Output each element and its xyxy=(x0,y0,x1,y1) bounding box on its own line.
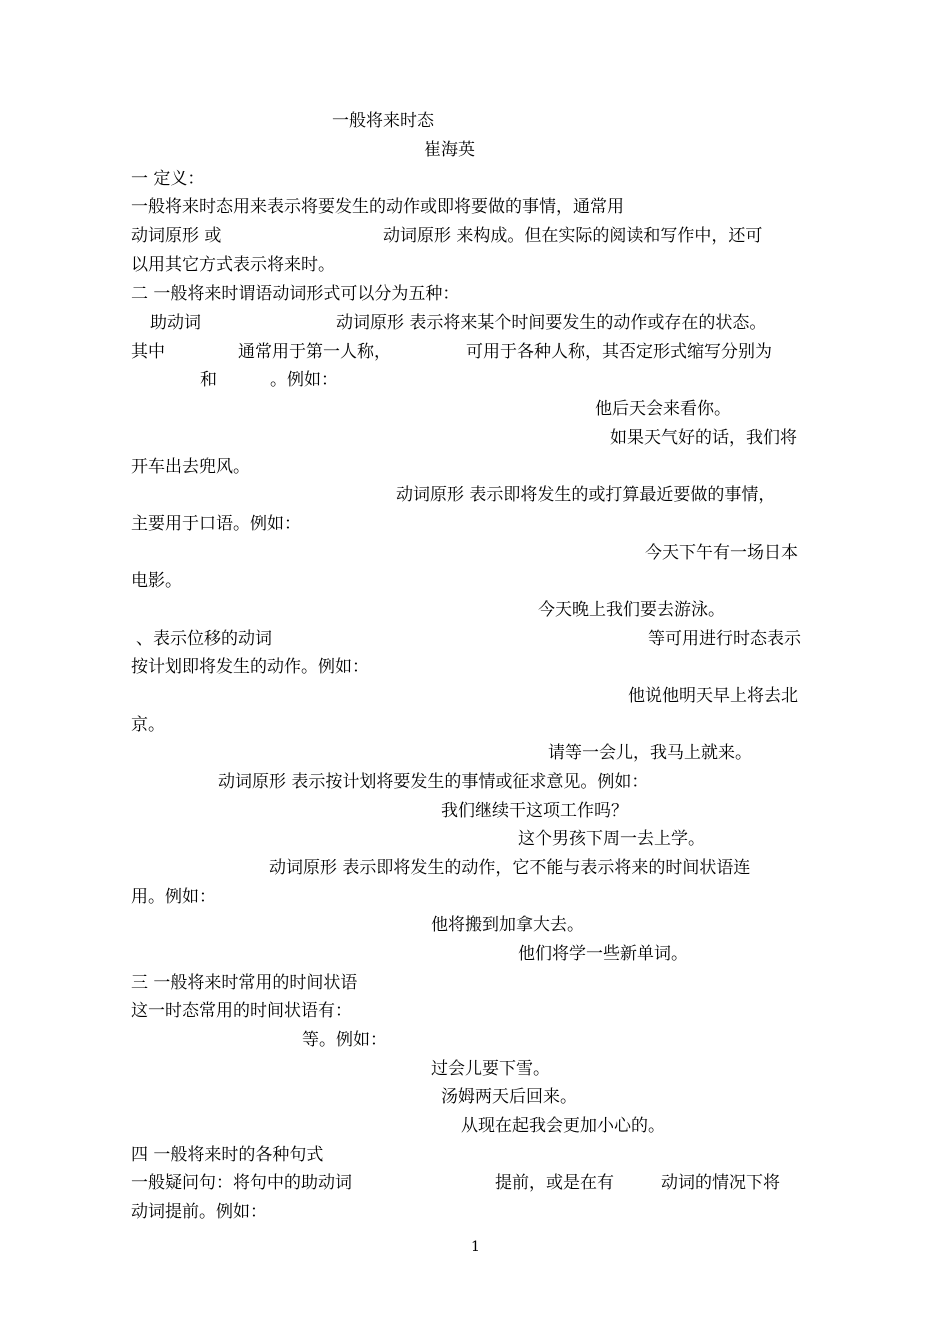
example-sentence: 电影。 xyxy=(131,571,182,591)
text-line: 通常用于第一人称， xyxy=(238,342,391,362)
section-heading-3: 三 一般将来时常用的时间状语 xyxy=(131,973,358,993)
example-sentence: 他说他明天早上将去北 xyxy=(628,686,798,706)
example-sentence: 我们继续干这项工作吗？ xyxy=(441,801,628,821)
section-heading-2: 二 一般将来时谓语动词形式可以分为五种： xyxy=(131,284,460,304)
example-sentence: 今天晚上我们要去游泳。 xyxy=(538,600,725,620)
text-line: 、表示位移的动词 xyxy=(136,629,272,649)
text-line: 可用于各种人称，其否定形式缩写分别为 xyxy=(466,342,772,362)
text-line: 。例如： xyxy=(270,370,338,390)
example-sentence: 今天下午有一场日本 xyxy=(645,543,798,563)
text-line: 以用其它方式表示将来时。 xyxy=(131,255,335,275)
text-line: 动词原形 来构成。但在实际的阅读和写作中，还可 xyxy=(383,226,763,246)
text-line: 其中 xyxy=(131,342,165,362)
text-line: 按计划即将发生的动作。例如： xyxy=(131,657,369,677)
example-sentence: 如果天气好的话，我们将 xyxy=(610,428,797,448)
example-sentence: 请等一会儿，我马上就来。 xyxy=(548,743,752,763)
text-line: 这一时态常用的时间状语有： xyxy=(131,1001,352,1021)
text-line: 动词原形 表示即将发生的动作，它不能与表示将来的时间状语连 xyxy=(269,858,751,878)
example-sentence: 他后天会来看你。 xyxy=(595,399,731,419)
example-sentence: 他们将学一些新单词。 xyxy=(518,944,688,964)
document-author: 崔海英 xyxy=(424,140,475,160)
text-line: 动词提前。例如： xyxy=(131,1202,267,1222)
text-line: 用。例如： xyxy=(131,887,216,907)
example-sentence: 汤姆两天后回来。 xyxy=(441,1087,577,1107)
text-line: 和 xyxy=(200,370,217,390)
text-line: 动词原形 或 xyxy=(131,226,222,246)
example-sentence: 开车出去兜风。 xyxy=(131,457,250,477)
text-line: 动词原形 表示按计划将要发生的事情或征求意见。例如： xyxy=(218,772,649,792)
example-sentence: 这个男孩下周一去上学。 xyxy=(518,829,705,849)
text-line: 一般将来时态用来表示将要发生的动作或即将要做的事情，通常用 xyxy=(131,197,624,217)
text-line: 动词的情况下将 xyxy=(661,1173,780,1193)
section-heading-4: 四 一般将来时的各种句式 xyxy=(131,1145,324,1165)
text-line: 一般疑问句：将句中的助动词 xyxy=(131,1173,352,1193)
text-line: 等。例如： xyxy=(302,1030,387,1050)
example-sentence: 他将搬到加拿大去。 xyxy=(431,915,584,935)
example-sentence: 京。 xyxy=(131,715,165,735)
document-title: 一般将来时态 xyxy=(332,111,434,131)
section-heading-1: 一 定义： xyxy=(131,169,205,189)
example-sentence: 过会儿要下雪。 xyxy=(431,1059,550,1079)
text-line: 助动词 xyxy=(150,313,201,333)
text-line: 动词原形 表示即将发生的或打算最近要做的事情， xyxy=(396,485,776,505)
text-line: 等可用进行时态表示 xyxy=(648,629,801,649)
text-line: 主要用于口语。例如： xyxy=(131,514,301,534)
text-line: 动词原形 表示将来某个时间要发生的动作或存在的状态。 xyxy=(336,313,767,333)
example-sentence: 从现在起我会更加小心的。 xyxy=(461,1116,665,1136)
text-line: 提前，或是在有 xyxy=(495,1173,614,1193)
page-number: 1 xyxy=(471,1239,480,1255)
